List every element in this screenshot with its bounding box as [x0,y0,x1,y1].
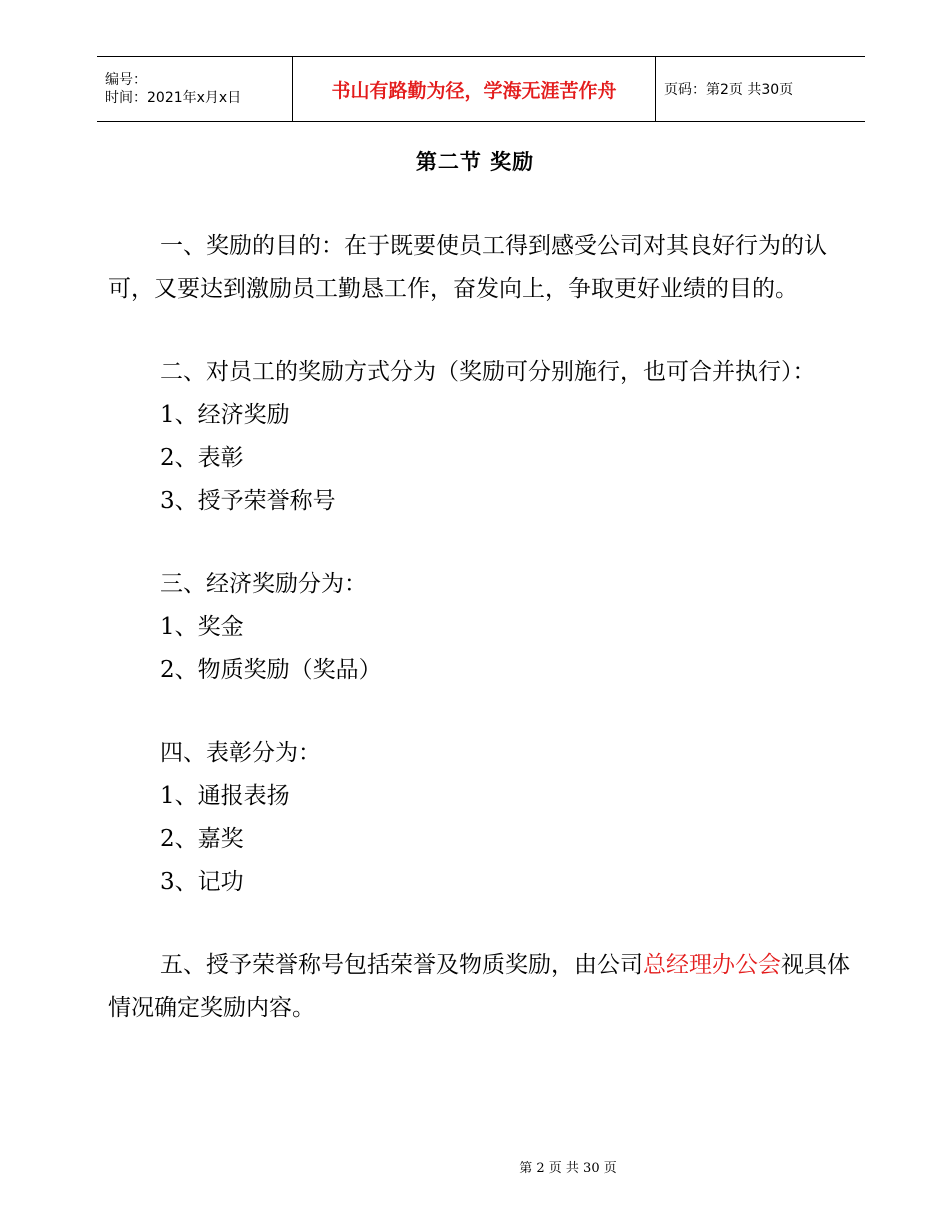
list-item: 1、经济奖励 [160,402,290,428]
list-item: 2、物质奖励（奖品） [160,657,382,683]
time-label: 时间：2021年x月x日 [105,90,242,106]
honor-text-after: 视具体情况确定奖励内容。 [108,952,850,1021]
paragraph-honor [108,944,853,1030]
list-item: 2、表彰 [160,445,244,471]
paragraph-purpose: 一、奖励的目的：在于既要使员工得到感受公司对其良好行为的认可，又要达到激励员工勤恳工作，奋发向上，争取更好业绩的目的。 [108,233,827,302]
header-meta-cell [97,57,293,121]
document-body [108,225,853,1030]
honor-highlight: 总经理办公会 [643,952,781,978]
list-item: 1、通报表扬 [160,783,290,809]
list-item: 3、记功 [160,869,244,895]
spacer [108,692,853,732]
document-header [97,56,865,122]
spacer [108,904,853,944]
list-item: 3、授予荣誉称号 [160,488,336,514]
number-label: 编号： [105,72,147,88]
honor-text-before: 五、授予荣誉称号包括荣誉及物质奖励，由公司 [160,952,643,978]
list-item: 2、嘉奖 [160,826,244,852]
page-footer: 第 2 页 共 30 页 [519,1161,617,1176]
list-item: 1、奖金 [160,614,244,640]
header-motto-cell [293,57,656,121]
header-page-cell [656,57,865,121]
paragraph-methods-heading: 二、对员工的奖励方式分为（奖励可分别施行，也可合并执行）： [160,359,816,385]
spacer [108,523,853,563]
page-info: 页码：第2页 共30页 [664,82,794,98]
section-title: 第二节 奖励 [415,150,535,174]
spacer [108,311,853,351]
paragraph-economic-heading: 三、经济奖励分为： [160,571,367,597]
paragraph-commendation-heading: 四、表彰分为： [160,740,321,766]
motto-text: 书山有路勤为径，学海无涯苦作舟 [331,79,617,102]
